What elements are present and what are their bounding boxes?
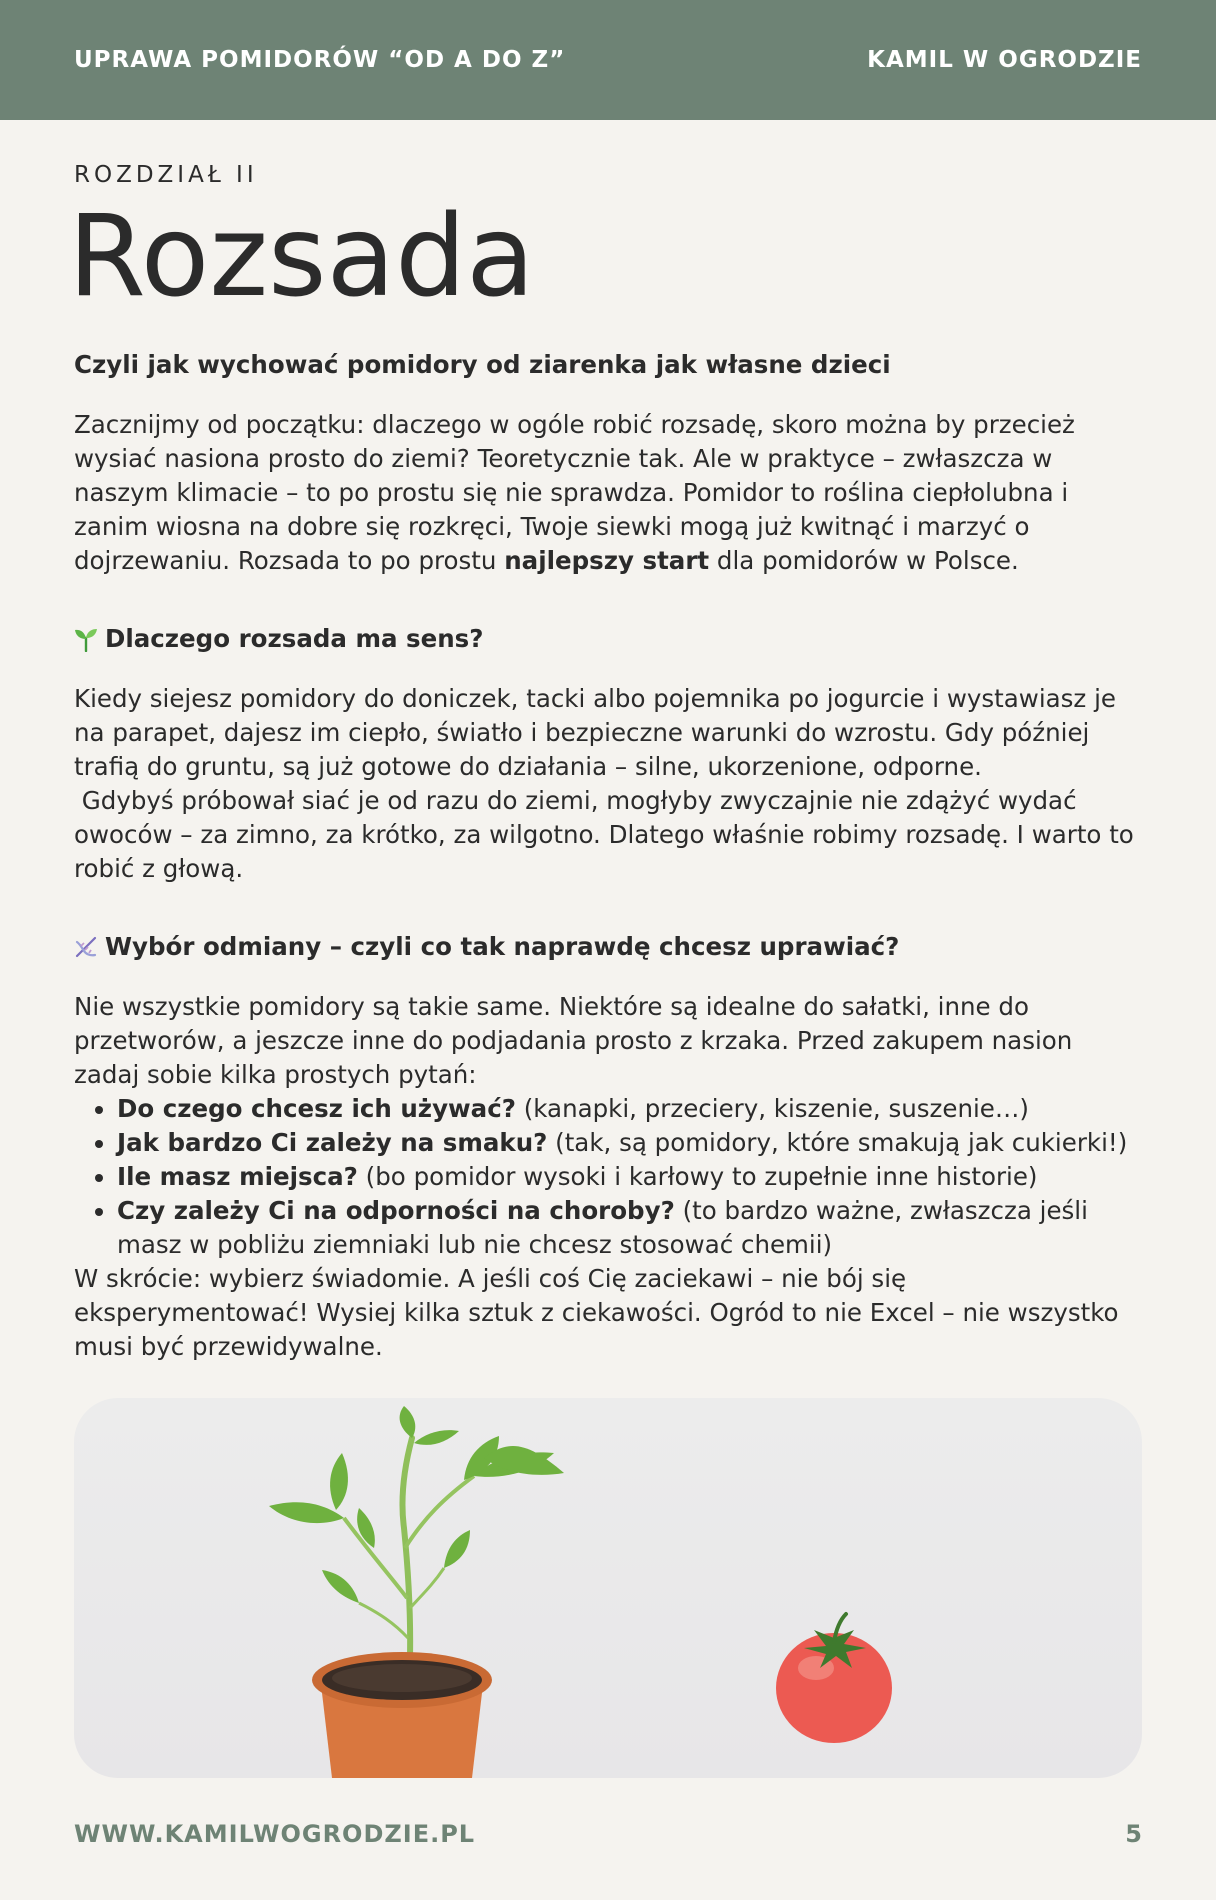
intro-paragraph: [74, 408, 1144, 578]
intro-text-before: Zacznijmy od początku: dlaczego w ogóle robić rozsadę, skoro można by przecież wysiać nasiona prosto do ziemi? Teoretycznie tak. Ale w praktyce – zwłaszcza w naszym klimacie – to po prostu się nie sprawdza. Pomidor to roślina ciepłolubna i zanim wiosna na dobre się rozkręci, Twoje siewki mogą już kwitnąć i marzyć o dojrzewaniu. Rozsada to po prostu: [74, 410, 1075, 575]
question-bold: Do czego chcesz ich używać?: [117, 1094, 516, 1123]
list-item: [117, 1194, 1144, 1262]
section-heading-variety: [74, 930, 1144, 964]
header-book-title: UPRAWA POMIDORÓW “OD A DO Z”: [74, 47, 566, 73]
question-text: (tak, są pomidory, które smakują jak cukierki!): [547, 1128, 1128, 1157]
question-text: (bo pomidor wysoki i karłowy to zupełnie inne historie): [357, 1162, 1038, 1191]
photo-illustration: [74, 1398, 1142, 1778]
list-item: [117, 1092, 1144, 1126]
question-text: (to bardzo ważne, zwłaszcza jeśli masz w pobliżu ziemniaki lub nie chcesz stosować chemii): [117, 1196, 1088, 1259]
section-heading-why: [74, 622, 1144, 656]
header-author: KAMIL W OGRODZIE: [867, 47, 1142, 73]
page-number: 5: [1125, 1820, 1142, 1848]
section-why-paragraph-2: [74, 784, 1144, 886]
section-heading-why-text: Dlaczego rozsada ma sens?: [105, 624, 484, 653]
question-bold: Jak bardzo Ci zależy na smaku?: [117, 1128, 548, 1157]
question-bold: Czy zależy Ci na odporności na choroby?: [117, 1196, 675, 1225]
questions-list: [74, 1092, 1144, 1262]
intro-text-after: dla pomidorów w Polsce.: [709, 546, 1019, 575]
section-why-paragraph-1: Kiedy siejesz pomidory do doniczek, tacki albo pojemnika po jogurcie i wystawiasz je na parapet, dajesz im ciepło, światło i bezpieczne warunki do wzrostu. Gdy później trafią do gruntu, są już gotowe do działania – silne, ukorzenione, odporne.: [74, 684, 1116, 781]
question-bold: Ile masz miejsca?: [117, 1162, 358, 1191]
footer-website-url[interactable]: WWW.KAMILWOGRODZIE.PL: [74, 1820, 476, 1848]
seedling-icon: [74, 626, 98, 652]
main-content: [74, 348, 1144, 1364]
section-why-paragraph-2-text: Gdybyś próbował siać je od razu do ziemi, mogłyby zwyczajnie nie zdążyć wydać owoców – za zimno, za krótko, za wilgotno. Dlatego właśnie robimy rozsadę. I warto to robić z głową.: [74, 786, 1134, 883]
section-variety-summary: W skrócie: wybierz świadomie. A jeśli coś Cię zaciekawi – nie bój się eksperymentować! Wysiej kilka sztuk z ciekawości. Ogród to nie Excel – nie wszystko musi być przewidywalne.: [74, 1264, 1119, 1361]
list-item: [117, 1160, 1144, 1194]
page-title: Rozsada: [68, 192, 535, 322]
seedling-and-tomato-photo: [74, 1398, 1142, 1778]
chapter-label: ROZDZIAŁ II: [74, 162, 258, 188]
section-heading-variety-text: Wybór odmiany – czyli co tak naprawdę chcesz uprawiać?: [105, 932, 900, 961]
chapter-subtitle: Czyli jak wychować pomidory od ziarenka jak własne dzieci: [74, 350, 891, 379]
dna-icon: [74, 934, 98, 960]
list-item: [117, 1126, 1144, 1160]
page-header: [0, 0, 1216, 120]
intro-bold-text: najlepszy start: [504, 546, 710, 575]
section-variety-intro: Nie wszystkie pomidory są takie same. Niektóre są idealne do sałatki, inne do przetworów, a jeszcze inne do podjadania prosto z krzaka. Przed zakupem nasion zadaj sobie kilka prostych pytań:: [74, 992, 1073, 1089]
question-text: (kanapki, przeciery, kiszenie, suszenie…): [515, 1094, 1029, 1123]
